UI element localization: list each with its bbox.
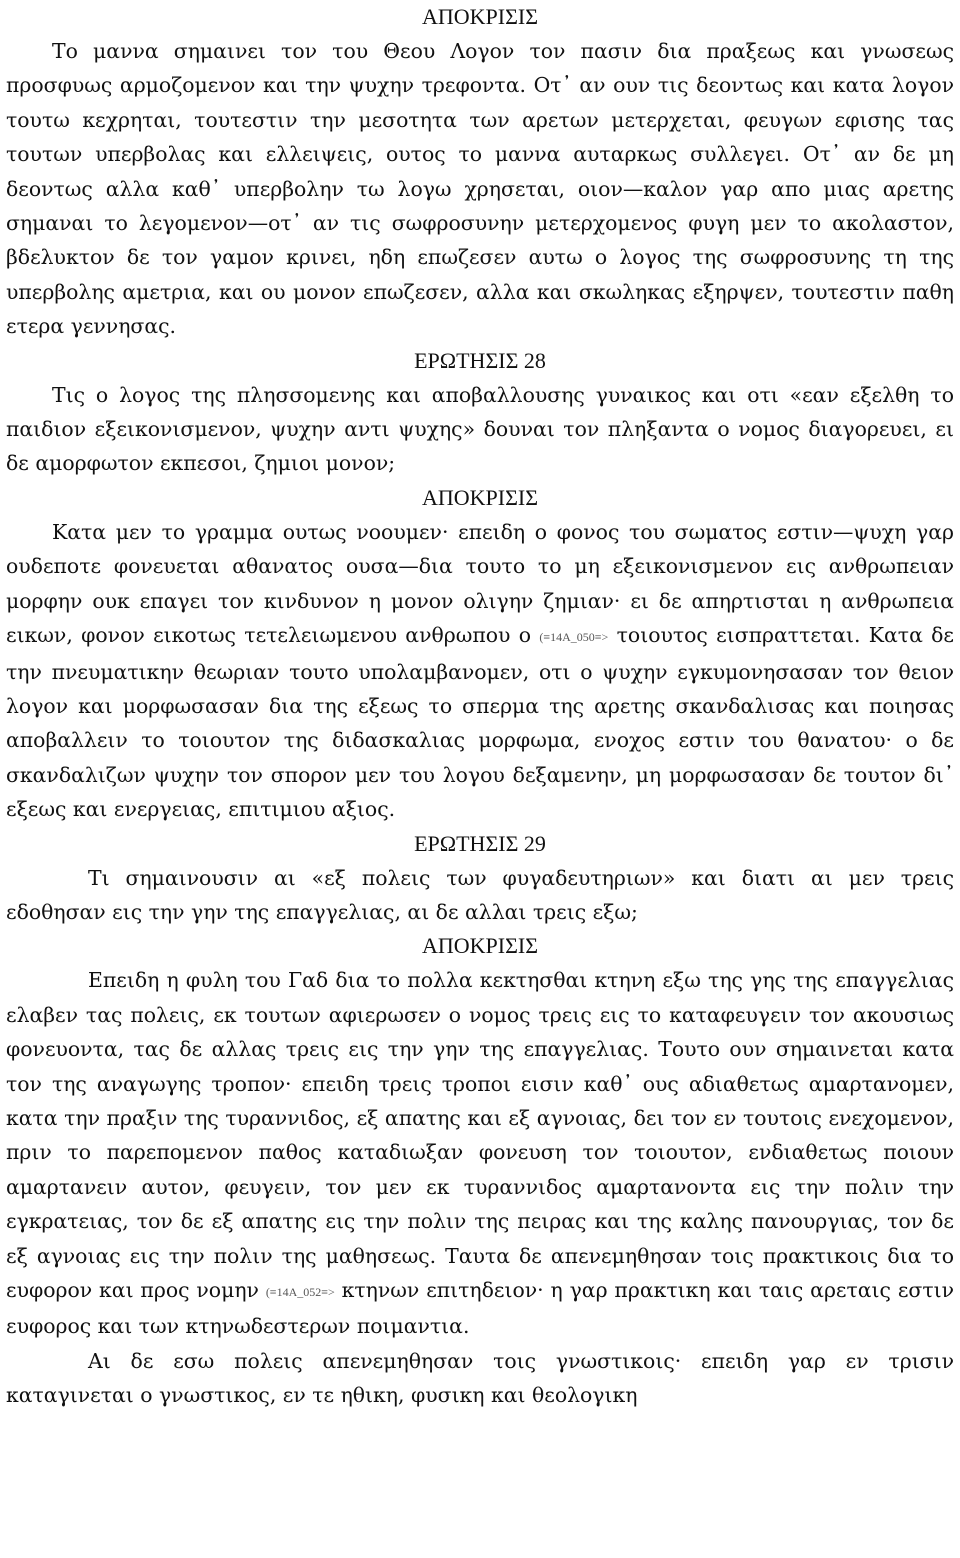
paragraph-text: Το μαννα σημαινει τον του Θεου Λογον τον πασιν δια πραξεως και γνωσεως προσφυως αρμοζομενον και την ψυχην τρεφοντα. Οτ᾽ αν ουν τις δεοντως και κατα λογον τουτω κεχρηται, τουτεστιν την μεσοτητα των αρετων μετερχεται, φευγων εφισης τας τουτων υπερβολας και ελλειψεις, ουτος το μαννα αυταρκως συλλεγει. Οτ᾽ αν δε μη δεοντως αλλα καθ᾽ υπερβολην τω λογω χρησεται, οιον—καλον γαρ απο μιας αρετης σημαναι το λεγομενον—οτ᾽ αν τις σωφροσυνην μετερχομενος φυγη μεν το ακολαστον, βδελυκτον δε τον γαμον κρινει, ηδη επωζεσεν αυτω ο λογος της σωφροσυνης τη της υπερβολης αμετρια, και ου μονον επωζεσεν, αλλα και σκωληκας εξηρψεν, τουτεστιν παθη ετερα γεννησας. <box>6 39 954 339</box>
paragraph-text: κτηνων επιτηδειον· η γαρ πρακτικη και ταις αρεταις εστιν ευφορος και των κτηνωδεστερων ποιμαντια. <box>6 1278 954 1339</box>
section-heading: ΑΠΟΚΡΙΣΙΣ <box>421 484 539 510</box>
body-paragraph <box>6 1344 954 1413</box>
paragraph-text: Αι δε εσω πολεις απενεμηθησαν τοις γνωστικοις· επειδη γαρ εν τρισιν καταγινεται ο γνωστικος, εν τε ηθικη, φυσικη και θεολογικη <box>6 1348 954 1408</box>
section-heading: ΕΡΩΤΗΣΙΣ 28 <box>414 347 546 373</box>
body-paragraph <box>6 34 954 344</box>
paragraph-text: τοιουτος εισπραττεται. Κατα δε την πνευματικην θεωριαν τουτο υπολαμβανομεν, οτι ο ψυχην εγκυμονησασαν τον θειον λογον και μορφωσασαν δια της εξεως το σπερμα της αρετης σκανδαλισας και ποιησας αποβαλλειν το τοιουτον της διδασκαλιας μορφωμα, ενοχος εστιν του θανατου· ο δε σκανδαλιζων ψυχην τον σπορον μεν του λογου δεξαμενην, μη μορφωσασαν δε τουτον δι᾽ εξεως και ενεργειας, επιτιμιου αξιος. <box>6 623 954 822</box>
body-paragraph <box>6 861 954 930</box>
section-heading: ΕΡΩΤΗΣΙΣ 29 <box>414 830 546 856</box>
page-reference-marker: (≡14A_052≡> <box>265 1285 335 1299</box>
page-reference-marker: (≡14A_050≡> <box>539 630 609 645</box>
section-heading: ΑΠΟΚΡΙΣΙΣ <box>421 933 539 959</box>
section-heading: ΑΠΟΚΡΙΣΙΣ <box>421 4 539 29</box>
paragraph-text: Τι σημαινουσιν αι «εξ πολεις των φυγαδευτηριων» και διατι αι μεν τρεις εδοθησαν εις την γην της επαγγελιας, αι δε αλλαι τρεις εξω; <box>6 865 954 924</box>
body-paragraph <box>6 378 954 481</box>
body-paragraph <box>6 963 954 1343</box>
paragraph-text: Επειδη η φυλη του Γαδ δια το πολλα κεκτησθαι κτηνη εξω της γης της επαγγελιας ελαβεν τας πολεις, εκ τουτων αφιερωσεν ο νομος τρεις εις το καταφευγειν τον ακουσιως φονευοντα, τας δε αλλας τρεις εις την γην της επαγγελιας. Τουτο ουν σημαινεται κατα τον της αναγωγης τροπον· επειδη τρεις τροποι εισιν καθ᾽ ους αδιαθετως αμαρτανομεν, κατα την πραξιν της τυραννιδος, εξ απατης και εξ αγνοιας, δει τον εν τουτοις ενεχομενον, πριν το παρεπομενον παθος καταδιωξαν φονευση τον τοιουτον, ενδιαθετως ποιουν αμαρτανειν αυτον, φευγειν, τον μεν εκ τυραννιδος αμαρτανοντα εις την πολιν την εγκρατειας, τον δε εξ απατης εις την πολιν της πειρας και της καλης πανουργιας, τον δε εξ αγνοιας εις την πολιν της μαθησεως. Ταυτα δε απενεμηθησαν τοις πρακτικοις δια το ευφορον και προς νομην <box>6 968 954 1302</box>
paragraph-text: Κατα μεν το γραμμα ουτως νοουμεν· επειδη ο φονος του σωματος εστιν—ψυχη γαρ ουδεποτε φονευεται αθανατος ουσα—δια τουτο το μη εξεικονισμενον εις ανθρωπειαν μορφην ουκ επαγει τον κινδυνον η μονον ολιγην ζημιαν· ει δε απηρτισται η ανθρωπεια εικων, φονον εικοτως τετελειωμενου ανθρωπου ο <box>6 519 954 648</box>
paragraph-text: Τις ο λογος της πλησσομενης και αποβαλλουσης γυναικος και οτι «εαν εξελθη το παιδιον εξεικονισμενον, ψυχην αντι ψυχης» δουναι τον πληξαντα ο νομος διαγορευει, ει δε αμορφωτον εκπεσοι, ζημιοι μονον; <box>6 382 954 476</box>
body-paragraph <box>6 515 954 827</box>
